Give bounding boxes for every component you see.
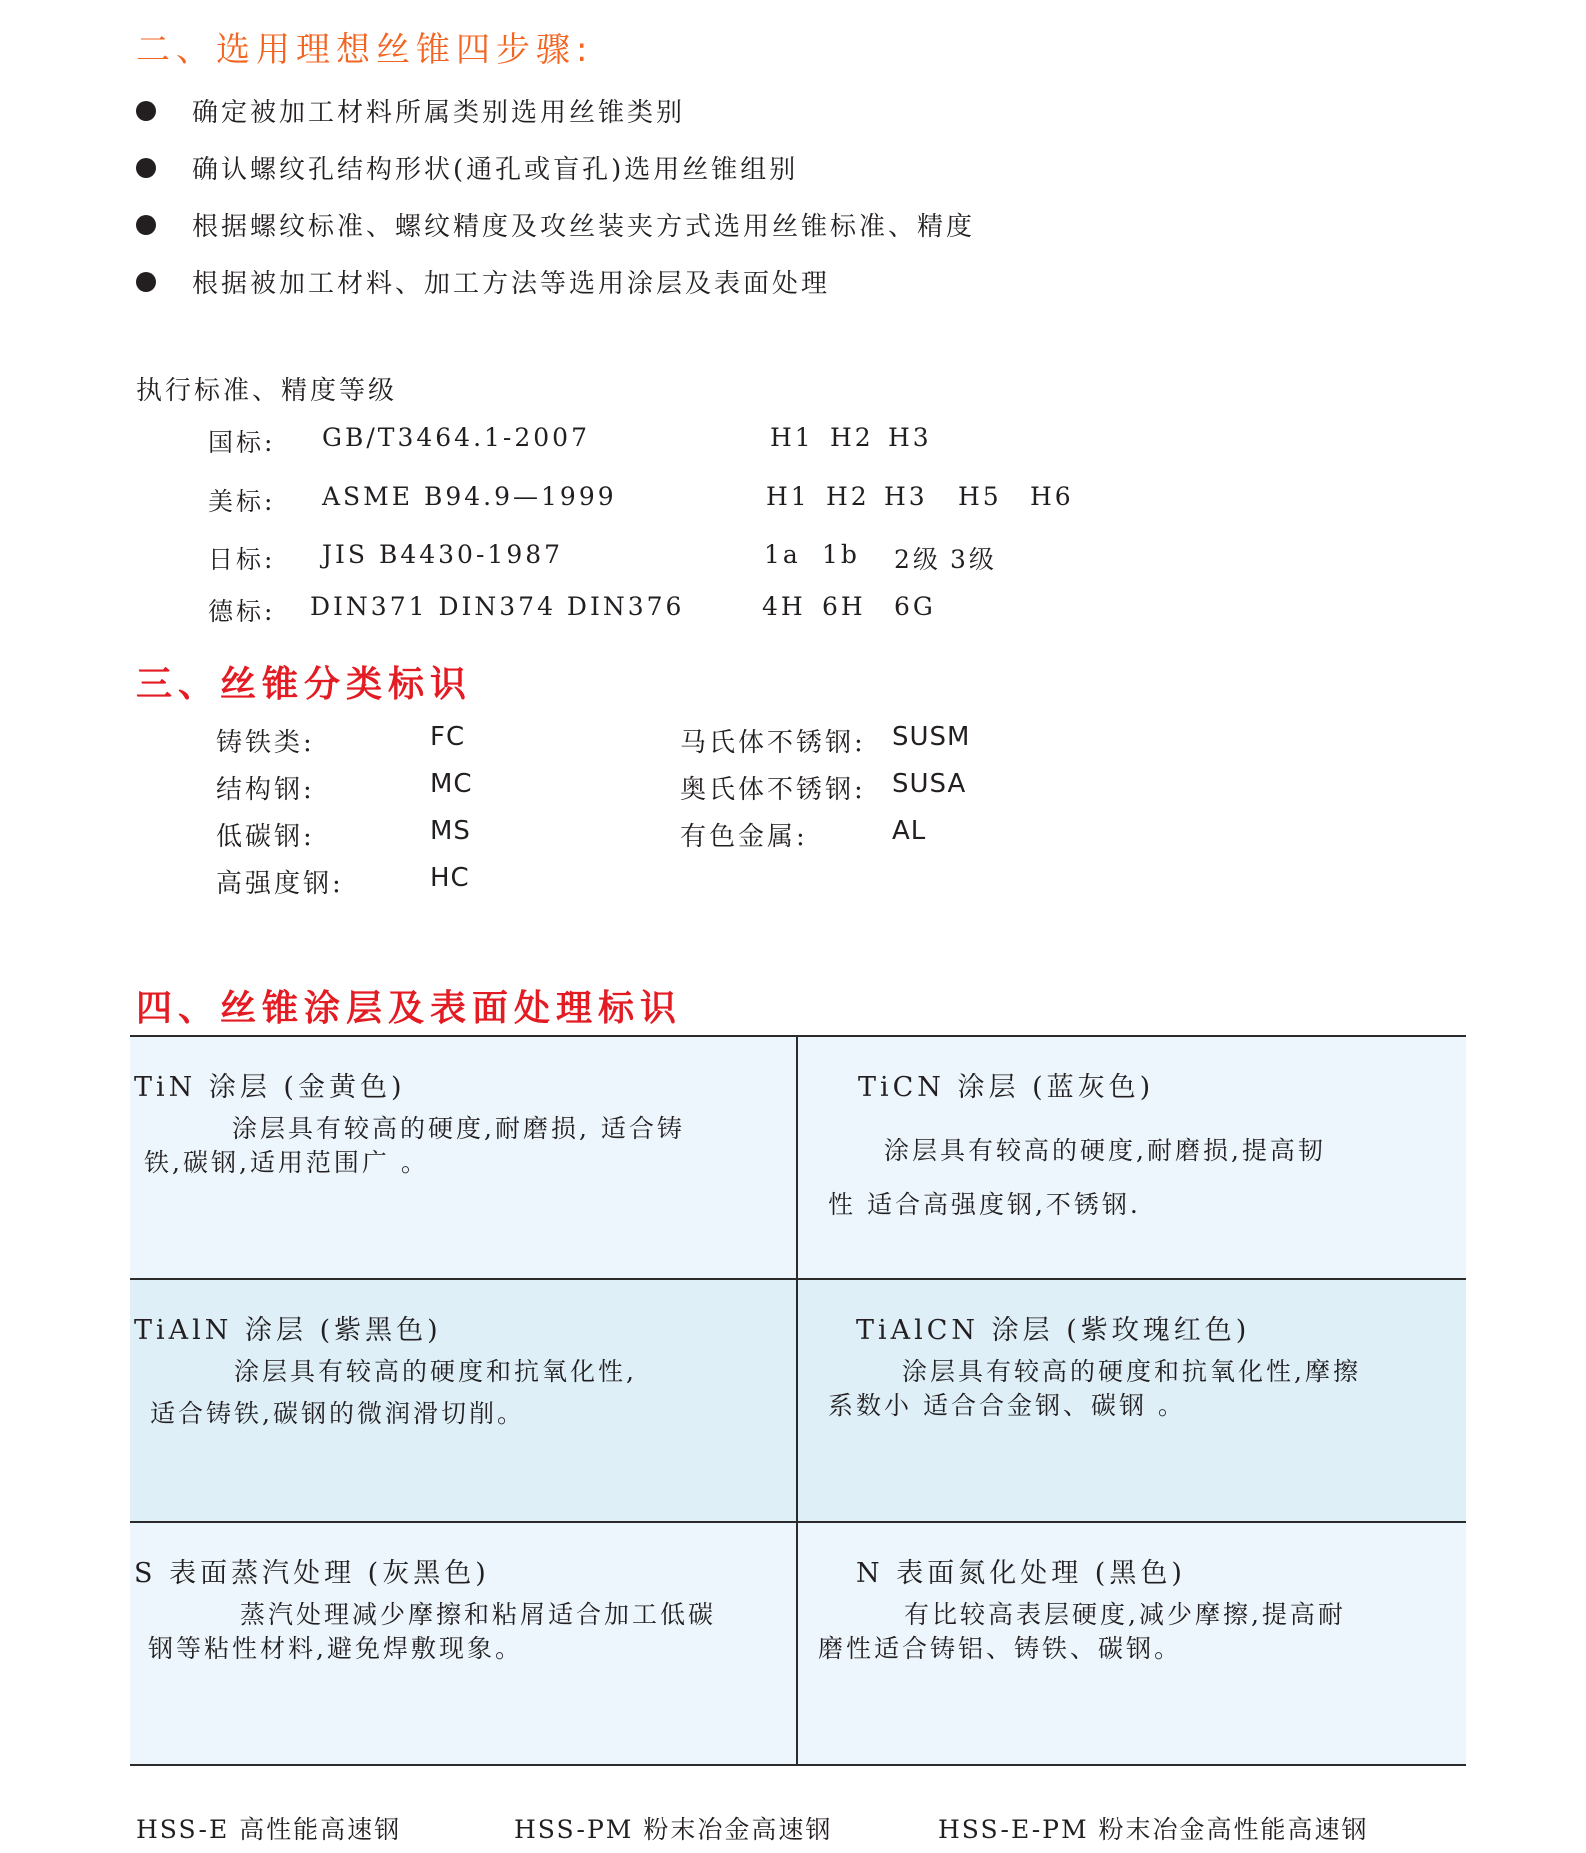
coating-desc: 涂层具有较高的硬度和抗氧化性, [234, 1357, 637, 1386]
list-item: 根据被加工材料、加工方法等选用涂层及表面处理 [136, 263, 830, 300]
grade: H1 [770, 423, 814, 452]
grade: 6H [822, 592, 866, 621]
class-name: 奥氏体不锈钢: [680, 775, 866, 805]
class-name: 铸铁类: [216, 728, 315, 758]
class-code: AL [892, 816, 927, 846]
bullet-icon [136, 215, 156, 235]
standard-code: DIN371 DIN374 DIN376 [310, 592, 685, 621]
coating-desc: 有比较高表层硬度,减少摩擦,提高耐 [904, 1600, 1346, 1629]
footer-item: HSS-E-PM 粉末冶金高性能高速钢 [938, 1815, 1369, 1844]
class-name: 有色金属: [680, 822, 808, 852]
class-code: SUSA [892, 769, 967, 799]
coating-cell-steam [130, 1523, 796, 1764]
grade: 3级 [950, 545, 997, 574]
standard-code: JIS B4430-1987 [322, 540, 564, 569]
standard-name: 德标: [208, 597, 276, 626]
grade: H3 [888, 423, 932, 452]
section3-title: 三、丝锥分类标识 [136, 664, 473, 705]
standard-name: 日标: [208, 545, 276, 574]
grade: 1b [822, 540, 860, 569]
class-name: 结构钢: [216, 775, 315, 805]
grade: H2 [830, 423, 874, 452]
section4-title: 四、丝锥涂层及表面处理标识 [136, 988, 683, 1029]
class-name: 低碳钢: [216, 822, 315, 852]
class-name: 高强度钢: [216, 869, 344, 899]
grade: 6G [894, 592, 936, 621]
coating-title: TiN 涂层 (金黄色) [134, 1072, 406, 1103]
coating-cell-ticn [798, 1037, 1466, 1278]
bullet-icon [136, 101, 156, 121]
coating-title: TiCN 涂层 (蓝灰色) [858, 1072, 1155, 1103]
grade: H2 [826, 482, 870, 511]
coating-cell-nitride [798, 1523, 1466, 1764]
list-item: 确定被加工材料所属类别选用丝锥类别 [136, 92, 685, 129]
coating-desc: 蒸汽处理减少摩擦和粘屑适合加工低碳 [240, 1600, 717, 1629]
standard-name: 国标: [208, 428, 276, 457]
coating-cell-tialcn [798, 1280, 1466, 1521]
class-code: MC [430, 769, 473, 799]
grade: H5 [958, 482, 1002, 511]
coating-desc: 涂层具有较高的硬度,耐磨损, 适合铸 [232, 1114, 685, 1143]
footer-item: HSS-E 高性能高速钢 [136, 1815, 402, 1844]
grade: H1 [766, 482, 810, 511]
coating-desc: 涂层具有较高的硬度,耐磨损,提高韧 [884, 1136, 1326, 1165]
bullet-icon [136, 272, 156, 292]
coating-table [130, 1035, 1466, 1766]
class-code: SUSM [892, 722, 971, 752]
section2-title: 二、选用理想丝锥四步骤: [136, 30, 594, 70]
grade: H6 [1030, 482, 1074, 511]
class-name: 马氏体不锈钢: [680, 728, 866, 758]
standard-name: 美标: [208, 487, 276, 516]
coating-title: S 表面蒸汽处理 (灰黑色) [134, 1558, 490, 1589]
grade: 4H [762, 592, 806, 621]
coating-desc: 磨性适合铸铝、铸铁、碳钢。 [818, 1634, 1183, 1663]
coating-title: TiAlN 涂层 (紫黑色) [134, 1315, 442, 1346]
grade: H3 [884, 482, 928, 511]
column-divider [796, 1037, 798, 1764]
coating-desc: 适合铸铁,碳钢的微润滑切削。 [150, 1399, 525, 1428]
class-code: HC [430, 863, 470, 893]
coating-desc: 铁,碳钢,适用范围广 。 [144, 1148, 429, 1177]
coating-title: N 表面氮化处理 (黑色) [856, 1558, 1186, 1589]
class-code: FC [430, 722, 466, 752]
bullet-icon [136, 158, 156, 178]
standards-label: 执行标准、精度等级 [136, 376, 398, 406]
coating-desc: 涂层具有较高的硬度和抗氧化性,摩擦 [902, 1357, 1361, 1386]
list-item: 根据螺纹标准、螺纹精度及攻丝装夹方式选用丝锥标准、精度 [136, 206, 975, 243]
standard-code: ASME B94.9—1999 [322, 482, 617, 511]
footer-item: HSS-PM 粉末冶金高速钢 [514, 1815, 833, 1844]
coating-cell-tin [130, 1037, 796, 1278]
coating-cell-tialn [130, 1280, 796, 1521]
coating-desc: 系数小 适合合金钢、碳钢 。 [828, 1391, 1186, 1420]
list-item: 确认螺纹孔结构形状(通孔或盲孔)选用丝锥组别 [136, 149, 798, 186]
standard-code: GB/T3464.1-2007 [322, 423, 590, 452]
coating-desc: 性 适合高强度钢,不锈钢. [828, 1190, 1141, 1219]
class-code: MS [430, 816, 471, 846]
grade: 2级 [894, 545, 941, 574]
coating-title: TiAlCN 涂层 (紫玫瑰红色) [856, 1315, 1251, 1346]
grade: 1a [764, 540, 801, 569]
coating-desc: 钢等粘性材料,避免焊敷现象。 [148, 1634, 523, 1663]
